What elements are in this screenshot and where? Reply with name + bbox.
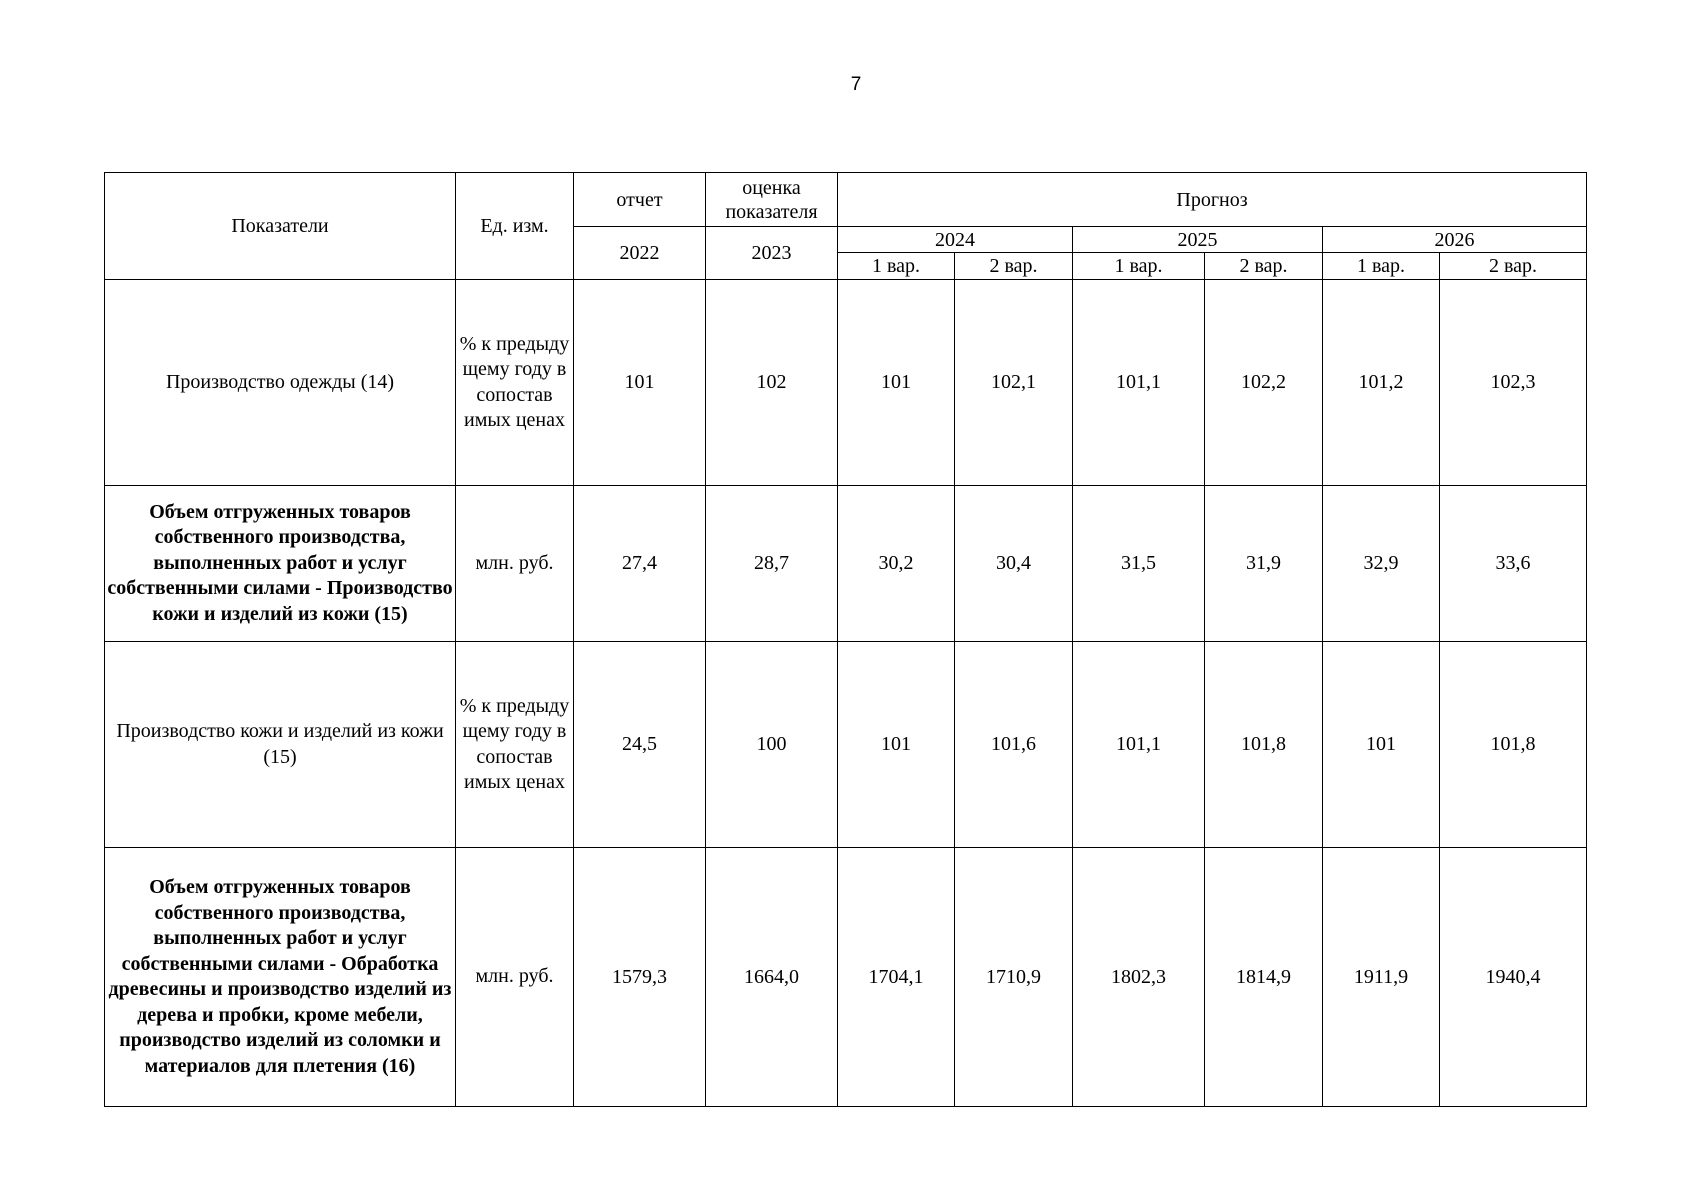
header-unit: Ед. изм. (456, 173, 574, 280)
value-2025-variant-2: 101,8 (1205, 642, 1323, 848)
value-2024-variant-1: 1704,1 (838, 848, 955, 1107)
value-2024-variant-2: 101,6 (955, 642, 1073, 848)
value-2024-variant-1: 30,2 (838, 486, 955, 642)
value-2025-variant-2: 1814,9 (1205, 848, 1323, 1107)
value-2022-report: 101 (574, 280, 706, 486)
value-2025-variant-1: 101,1 (1073, 280, 1205, 486)
row-unit: % к предыду щему году в сопостав имых ценах (456, 642, 574, 848)
row-indicator: Объем отгруженных товаров собственного производства, выполненных работ и услуг собственными силами - Производство кожи и изделий из кожи (15) (105, 486, 456, 642)
row-indicator: Объем отгруженных товаров собственного производства, выполненных работ и услуг собственными силами - Обработка древесины и производство изделий из дерева и пробки, кроме мебели, производство изделий из соломки и материалов для плетения (16) (105, 848, 456, 1107)
header-2025-variant-1: 1 вар. (1073, 253, 1205, 280)
value-2023-estimate: 102 (706, 280, 838, 486)
header-year-2024: 2024 (838, 227, 1073, 253)
row-indicator: Производство кожи и изделий из кожи (15) (105, 642, 456, 848)
table-row (105, 642, 1587, 848)
header-2026-variant-1: 1 вар. (1323, 253, 1440, 280)
row-unit: млн. руб. (456, 848, 574, 1107)
value-2024-variant-2: 1710,9 (955, 848, 1073, 1107)
value-2026-variant-2: 102,3 (1440, 280, 1587, 486)
value-2026-variant-2: 101,8 (1440, 642, 1587, 848)
value-2023-estimate: 100 (706, 642, 838, 848)
value-2024-variant-2: 102,1 (955, 280, 1073, 486)
table-row (105, 848, 1587, 1107)
value-2026-variant-1: 101,2 (1323, 280, 1440, 486)
header-forecast: Прогноз (838, 173, 1587, 227)
value-2025-variant-1: 31,5 (1073, 486, 1205, 642)
value-2022-report: 1579,3 (574, 848, 706, 1107)
header-year-2025: 2025 (1073, 227, 1323, 253)
value-2026-variant-2: 1940,4 (1440, 848, 1587, 1107)
value-2023-estimate: 28,7 (706, 486, 838, 642)
row-indicator: Производство одежды (14) (105, 280, 456, 486)
value-2026-variant-1: 32,9 (1323, 486, 1440, 642)
value-2025-variant-1: 1802,3 (1073, 848, 1205, 1107)
value-2022-report: 27,4 (574, 486, 706, 642)
value-2025-variant-2: 31,9 (1205, 486, 1323, 642)
header-row-1 (105, 173, 1587, 227)
header-indicators: Показатели (105, 173, 456, 280)
value-2024-variant-2: 30,4 (955, 486, 1073, 642)
row-unit: % к предыду щему году в сопостав имых ценах (456, 280, 574, 486)
value-2025-variant-2: 102,2 (1205, 280, 1323, 486)
value-2022-report: 24,5 (574, 642, 706, 848)
header-2026-variant-2: 2 вар. (1440, 253, 1587, 280)
header-2025-variant-2: 2 вар. (1205, 253, 1323, 280)
header-year-2022: 2022 (574, 227, 706, 280)
header-estimate: оценка показателя (706, 173, 838, 227)
header-report: отчет (574, 173, 706, 227)
value-2023-estimate: 1664,0 (706, 848, 838, 1107)
table-row (105, 486, 1587, 642)
value-2026-variant-2: 33,6 (1440, 486, 1587, 642)
row-unit: млн. руб. (456, 486, 574, 642)
header-2024-variant-2: 2 вар. (955, 253, 1073, 280)
value-2026-variant-1: 1911,9 (1323, 848, 1440, 1107)
value-2025-variant-1: 101,1 (1073, 642, 1205, 848)
page-number: 7 (850, 74, 862, 95)
header-year-2023: 2023 (706, 227, 838, 280)
value-2026-variant-1: 101 (1323, 642, 1440, 848)
value-2024-variant-1: 101 (838, 280, 955, 486)
header-2024-variant-1: 1 вар. (838, 253, 955, 280)
forecast-table (104, 172, 1587, 1107)
header-year-2026: 2026 (1323, 227, 1587, 253)
value-2024-variant-1: 101 (838, 642, 955, 848)
table-row (105, 280, 1587, 486)
